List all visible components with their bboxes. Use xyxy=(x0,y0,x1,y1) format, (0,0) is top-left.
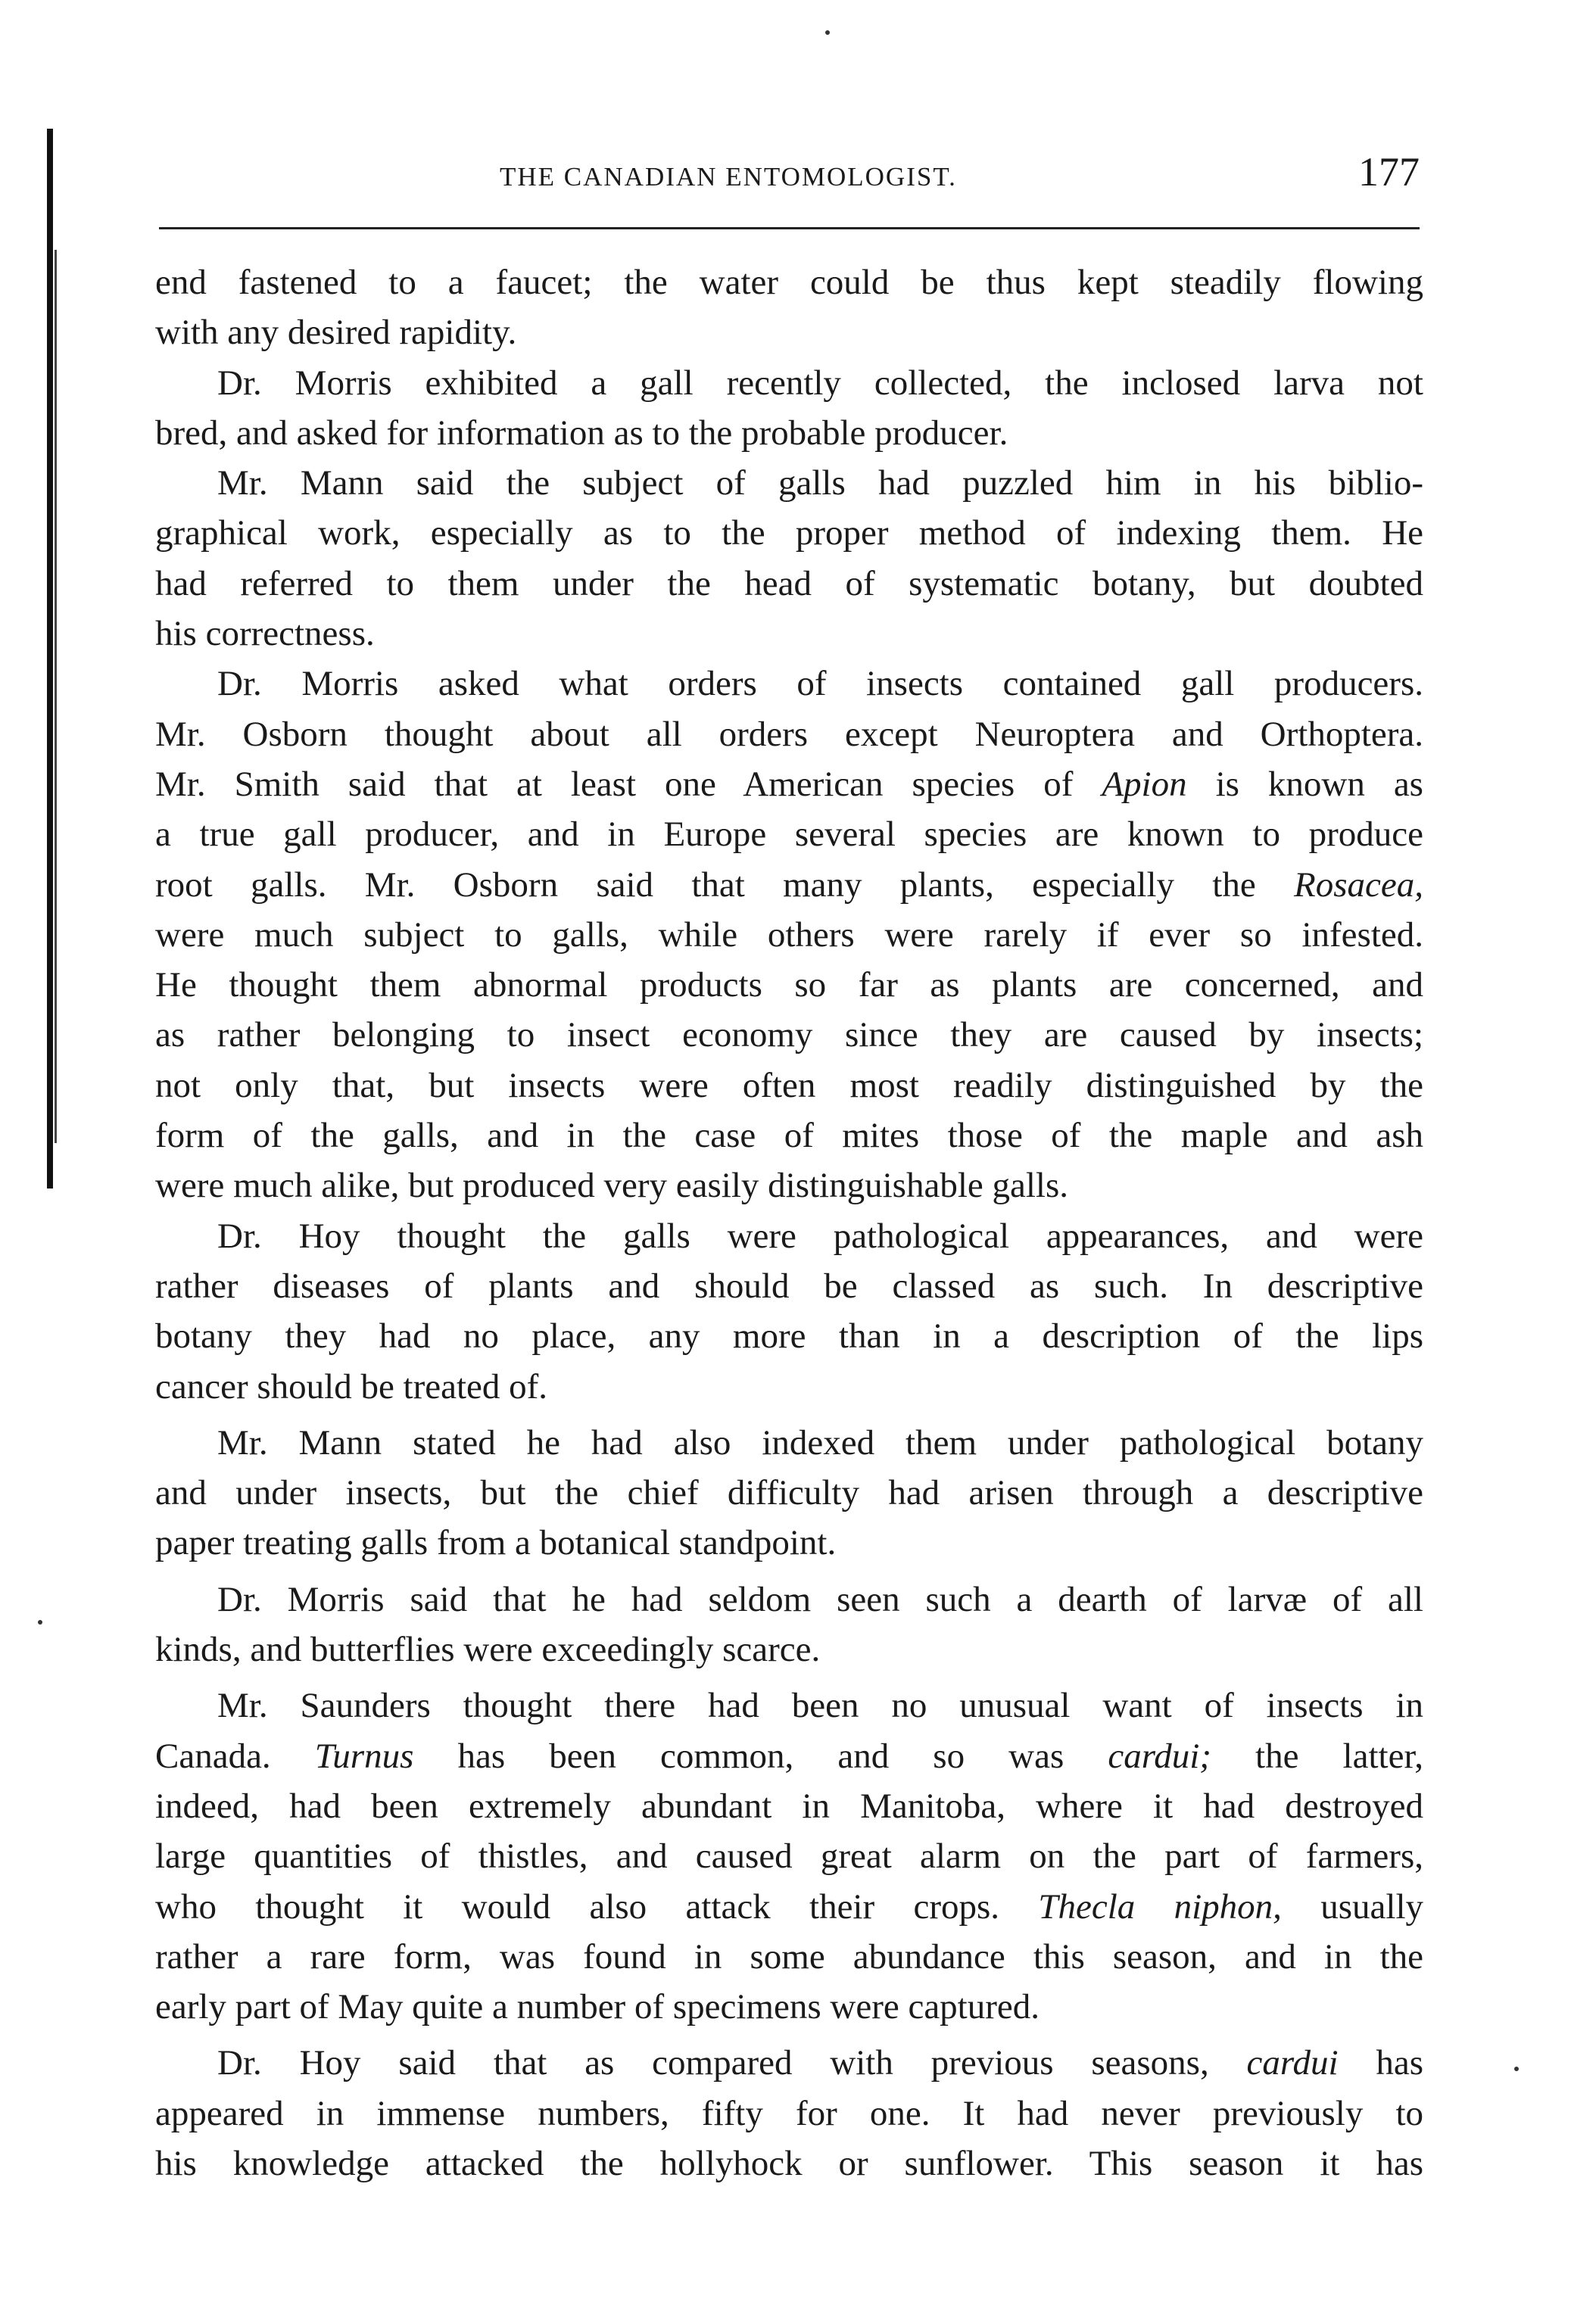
text-line: indeed, had been extremely abundant in Manitoba, where it had destroyed xyxy=(155,1786,1423,1826)
text-line: who thought it would also attack their crops. Thecla niphon, usually xyxy=(155,1886,1423,1927)
text-line: Dr. Hoy said that as compared with previous seasons, cardui has xyxy=(217,2043,1423,2083)
text-line: bred, and asked for information as to the probable producer. xyxy=(155,413,1008,453)
print-speck xyxy=(38,1620,42,1625)
text-line: kinds, and butterflies were exceedingly scarce. xyxy=(155,1630,821,1670)
italic-taxon: Thecla niphon, xyxy=(1038,1886,1282,1927)
header-rule xyxy=(159,227,1420,229)
print-speck xyxy=(1514,2067,1519,2071)
text-line: were much subject to galls, while others were rarely if ever so infested. xyxy=(155,914,1423,955)
text-line: and under insects, but the chief difficulty had arisen through a descriptive xyxy=(155,1473,1423,1513)
text-line: Mr. Osborn thought about all orders except Neuroptera and Orthoptera. xyxy=(155,714,1423,754)
binding-shadow xyxy=(47,129,53,1188)
text-line: as rather belonging to insect economy since they are caused by insects; xyxy=(155,1015,1423,1055)
text-line: He thought them abnormal products so far as plants are concerned, and xyxy=(155,965,1423,1005)
running-header xyxy=(159,148,1420,201)
italic-taxon: cardui; xyxy=(1108,1736,1211,1776)
print-speck xyxy=(825,30,830,35)
text-line: Canada. Turnus has been common, and so was cardui; the latter, xyxy=(155,1736,1423,1776)
text-line: large quantities of thistles, and caused great alarm on the part of farmers, xyxy=(155,1836,1423,1877)
text-line: appeared in immense numbers, fifty for one. It had never previously to xyxy=(155,2093,1423,2133)
text-line: root galls. Mr. Osborn said that many plants, especially the Rosacea, xyxy=(155,864,1423,905)
text-line: form of the galls, and in the case of mites those of the maple and ash xyxy=(155,1116,1423,1156)
text-line: his correctness. xyxy=(155,614,375,654)
italic-taxon: Rosacea, xyxy=(1294,864,1423,905)
text-line: rather diseases of plants and should be classed as such. In descriptive xyxy=(155,1266,1423,1306)
text-line: Mr. Mann stated he had also indexed them under pathological botany xyxy=(217,1422,1423,1463)
text-line: were much alike, but produced very easily distinguishable galls. xyxy=(155,1166,1069,1206)
journal-title: THE CANADIAN ENTOMOLOGIST. xyxy=(500,162,957,192)
text-line: Mr. Mann said the subject of galls had puzzled him in his biblio- xyxy=(217,463,1423,503)
page-number: 177 xyxy=(1358,149,1420,195)
italic-taxon: Apion xyxy=(1102,764,1187,804)
text-line: Dr. Morris asked what orders of insects contained gall producers. xyxy=(217,664,1423,704)
text-line: end fastened to a faucet; the water could be thus kept steadily flowing xyxy=(155,263,1423,302)
text-line: rather a rare form, was found in some abundance this season, and in the xyxy=(155,1936,1423,1977)
text-line: a true gall producer, and in Europe several species are known to produce xyxy=(155,815,1423,855)
text-line: Dr. Morris exhibited a gall recently collected, the inclosed larva not xyxy=(217,363,1423,403)
italic-taxon: Turnus xyxy=(314,1736,414,1776)
text-line: Mr. Smith said that at least one American species of Apion is known as xyxy=(155,764,1423,804)
text-line: paper treating galls from a botanical standpoint. xyxy=(155,1523,837,1563)
text-line: had referred to them under the head of systematic botany, but doubted xyxy=(155,563,1423,603)
text-line: Dr. Hoy thought the galls were pathological appearances, and were xyxy=(217,1216,1423,1256)
binding-shadow-inner xyxy=(55,250,57,1143)
body-text xyxy=(155,257,1423,2188)
text-line: graphical work, especially as to the proper method of indexing them. He xyxy=(155,513,1423,553)
text-line: Dr. Morris said that he had seldom seen such a dearth of larvæ of all xyxy=(217,1579,1423,1619)
text-line: early part of May quite a number of specimens were captured. xyxy=(155,1987,1040,2027)
italic-taxon: cardui xyxy=(1246,2043,1339,2083)
text-line: his knowledge attacked the hollyhock or sunflower. This season it has xyxy=(155,2143,1423,2183)
text-line: with any desired rapidity. xyxy=(155,313,517,353)
text-line: Mr. Saunders thought there had been no unusual want of insects in xyxy=(217,1686,1423,1726)
text-line: botany they had no place, any more than in a description of the lips xyxy=(155,1316,1423,1357)
text-line: not only that, but insects were often most readily distinguished by the xyxy=(155,1065,1423,1105)
text-line: cancer should be treated of. xyxy=(155,1366,548,1407)
